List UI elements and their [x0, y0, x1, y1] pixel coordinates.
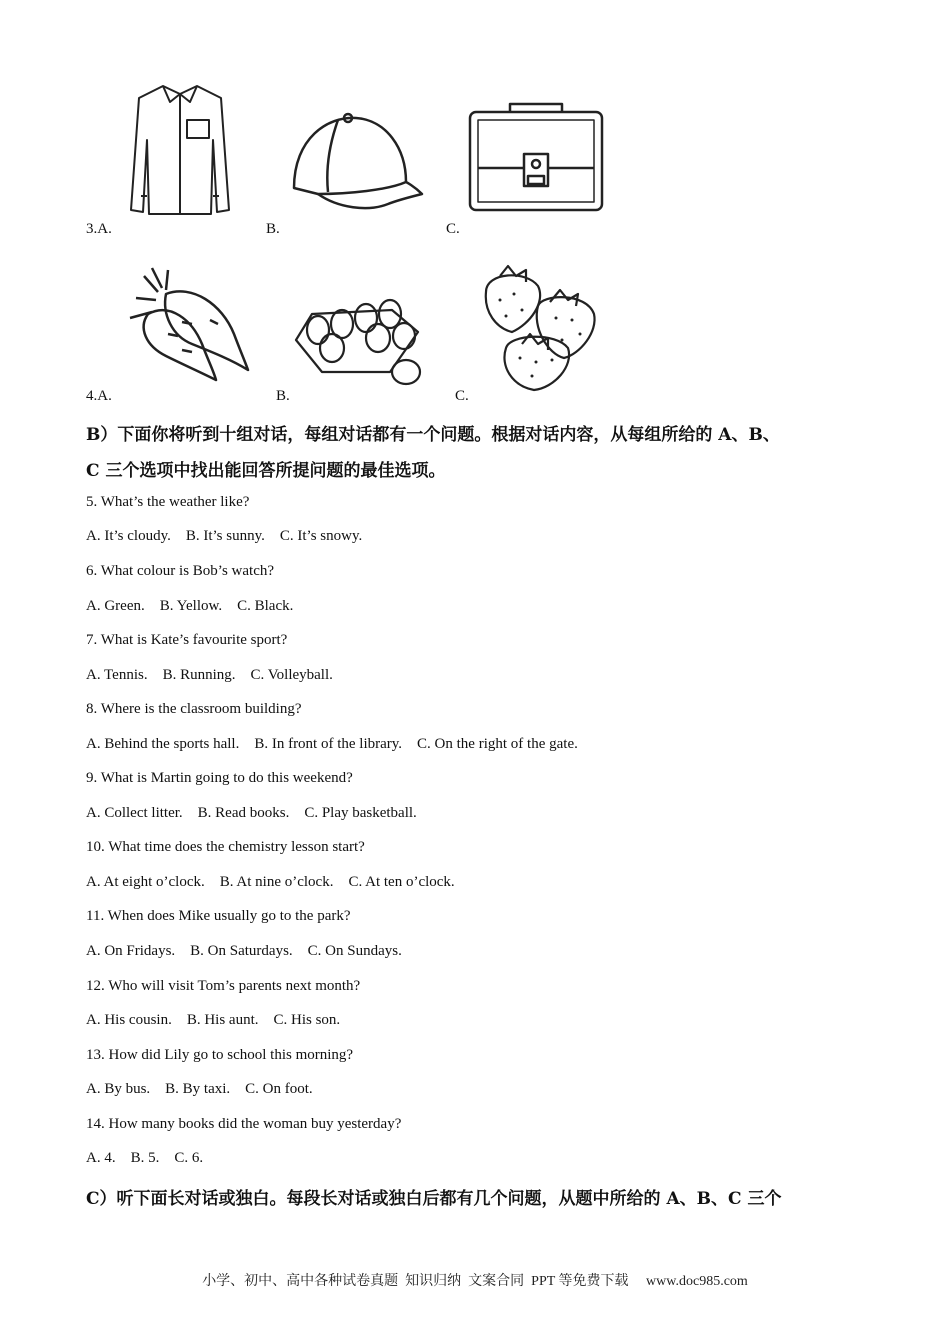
options-12: A. His cousin. B. His aunt. C. His son.: [86, 1012, 341, 1028]
shirt-image: [125, 80, 235, 220]
question-5: 5. What’s the weather like?: [86, 494, 250, 510]
q3-label-c: C.: [446, 221, 460, 237]
q4-label-b: B.: [276, 388, 290, 404]
question-12: 12. Who will visit Tom’s parents next month?: [86, 978, 361, 994]
cap-image: [288, 108, 426, 218]
question-8: 8. Where is the classroom building?: [86, 701, 302, 717]
eggs-image: [292, 290, 432, 388]
options-14: A. 4. B. 5. C. 6.: [86, 1150, 204, 1166]
q4-label-a: 4.A.: [86, 388, 112, 404]
q3-label-b: B.: [266, 221, 280, 237]
options-7: A. Tennis. B. Running. C. Volleyball.: [86, 667, 333, 683]
q3-label-a: 3.A.: [86, 221, 112, 237]
strawberry-image: [476, 262, 606, 394]
question-14: 14. How many books did the woman buy yesterday?: [86, 1116, 402, 1132]
options-9: A. Collect litter. B. Read books. C. Play basketball.: [86, 805, 417, 821]
carrot-image: [122, 264, 252, 384]
section-b-instruction-line1: B）下面你将听到十组对话，每组对话都有一个问题。根据对话内容，从每组所给的 A、B、: [86, 425, 780, 445]
options-13: A. By bus. B. By taxi. C. On foot.: [86, 1081, 313, 1097]
question-10: 10. What time does the chemistry lesson start?: [86, 839, 365, 855]
options-5: A. It’s cloudy. B. It’s sunny. C. It’s snowy.: [86, 528, 363, 544]
options-11: A. On Fridays. B. On Saturdays. C. On Sundays.: [86, 943, 402, 959]
question-9: 9. What is Martin going to do this weekend?: [86, 770, 353, 786]
briefcase-image: [466, 98, 606, 214]
question-13: 13. How did Lily go to school this morning?: [86, 1047, 354, 1063]
q4-label-c: C.: [455, 388, 469, 404]
section-c-instruction-line1: C）听下面长对话或独白。每段长对话或独白后都有几个问题，从题中所给的 A、B、C 三个: [86, 1189, 782, 1209]
options-8: A. Behind the sports hall. B. In front of the library. C. On the right of the gate.: [86, 736, 578, 752]
options-6: A. Green. B. Yellow. C. Black.: [86, 598, 294, 614]
question-11: 11. When does Mike usually go to the park?: [86, 908, 351, 924]
options-10: A. At eight o’clock. B. At nine o’clock. C. At ten o’clock.: [86, 874, 455, 890]
section-b-instruction-line2: C 三个选项中找出能回答所提问题的最佳选项。: [86, 461, 446, 481]
page-footer: 小学、初中、高中各种试卷真题 知识归纳 文案合同 PPT 等免费下载 www.doc985.com: [202, 1274, 748, 1289]
question-6: 6. What colour is Bob’s watch?: [86, 563, 275, 579]
question-7: 7. What is Kate’s favourite sport?: [86, 632, 288, 648]
